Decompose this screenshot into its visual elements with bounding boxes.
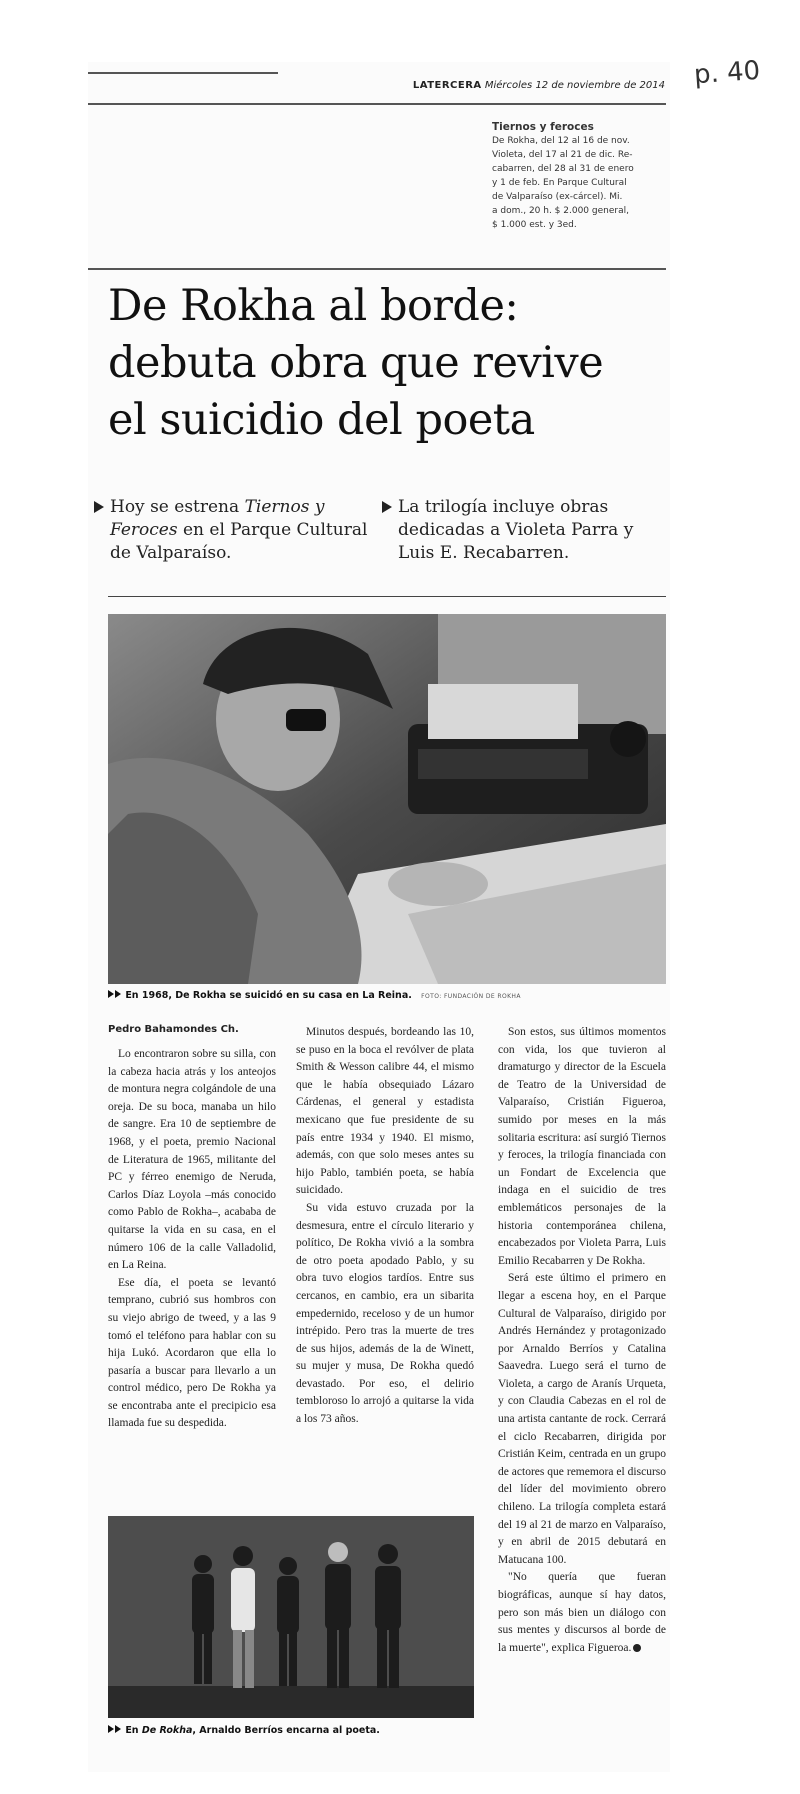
photo1-credit: FOTO: FUNDACIÓN DE ROKHA <box>421 993 521 1000</box>
headline-line: debuta obra que revive <box>108 338 604 388</box>
body-column-1 <box>108 1046 276 1433</box>
cast-photo-image <box>108 1516 474 1718</box>
closing-quote: "No quería que fueran biográficas, aunque sí hay datos, pero son más bien un diálogo con sus mentes y discursos al borde de la muerte", explica Figueroa. <box>498 1571 666 1654</box>
deck-rule <box>108 596 666 597</box>
photo2-caption-title: De Rokha <box>141 1725 193 1736</box>
body-paragraph <box>498 1569 666 1657</box>
deck-left <box>110 496 378 565</box>
top-rule-short <box>88 72 278 74</box>
event-info-line: de Valparaíso (ex-cárcel). Mi. <box>492 192 623 202</box>
caption-arrow-icon <box>108 1725 114 1733</box>
body-column-3 <box>498 1024 666 1657</box>
event-info-box <box>492 120 664 232</box>
deck-right-text: La trilogía incluye obras dedicadas a Violeta Parra y Luis E. Recabarren. <box>398 497 634 563</box>
body-paragraph: Minutos después, bordeando las 10, se puso en la boca el revólver de plata Smith & Wesson calibre 44, el mismo que le había obsequiado Lázaro Cárdenas, el general y estadista mexicano que fue presidente de su país entre 1934 y 1940. El mismo, además, con que solo meses antes su hijo Pablo, también poeta, se había suicidado. <box>296 1026 474 1197</box>
byline: Pedro Bahamondes Ch. <box>108 1024 239 1035</box>
deck-left-title: Tiernos y Feroces <box>110 497 325 540</box>
headline-rule <box>88 268 666 270</box>
end-mark-icon <box>633 1644 641 1652</box>
event-info-line: a dom., 20 h. $ 2.000 general, <box>492 206 629 216</box>
body-paragraph: Será este último el primero en llegar a escena hoy, en el Parque Cultural de Valparaíso, dirigido por Andrés Hernández y protagonizado por Arnaldo Berríos y Catalina Saavedra. Luego será el turno de Violeta, a cargo de Aranís Urqueta, y con Claudia Cabezas en el rol de una artista cantante de rock. Cerrará el ciclo Recabarren, dirigida por Cristián Keim, centrada en un grupo de actores que rememora el discurso del líder del movimiento obrero chileno. La trilogía completa estará del 19 al 21 de marzo en Valparaíso, y en abril de 2015 debutará en Matucana 100. <box>498 1272 666 1566</box>
deck-right <box>398 496 670 565</box>
event-info-line: cabarren, del 28 al 31 de enero <box>492 164 634 174</box>
caption-arrow-icon <box>115 990 121 998</box>
headline-line: el suicidio del poeta <box>108 395 535 445</box>
photo1-caption <box>108 990 521 1001</box>
event-info-line: Violeta, del 17 al 21 de dic. Re- <box>492 150 633 160</box>
deck-left-pre: Hoy se estrena <box>110 497 245 517</box>
headline <box>108 278 668 449</box>
event-info-line: y 1 de feb. En Parque Cultural <box>492 178 627 188</box>
top-rule <box>88 103 666 105</box>
event-info-title: Tiernos y feroces <box>492 121 594 133</box>
photo2-caption-post: , Arnaldo Berríos encarna al poeta. <box>192 1725 380 1736</box>
cast-photo <box>108 1516 474 1718</box>
body-paragraph: Lo encontraron sobre su silla, con la cabeza hacia atrás y los anteojos de montura negra colgándole de una oreja. De su boca, manaba un hilo de sangre. Era 10 de septiembre de 1968, y el poeta, premio Nacional de Literatura de 1965, militante del PC y férreo enemigo de Neruda, Carlos Díaz Loyola –más conocido como Pablo de Rokha–, acababa de quitarse la vida en su casa, en el número 106 de la calle Valladolid, en La Reina. <box>108 1048 276 1272</box>
poet-photo-image <box>108 614 666 984</box>
date: Miércoles 12 de noviembre de 2014 <box>484 80 665 91</box>
deck-left-post: en el Parque Cultural de Valparaíso. <box>110 520 368 563</box>
photo2-caption-pre: En <box>125 1725 142 1736</box>
photo1-caption-text: En 1968, De Rokha se suicidó en su casa en La Reina. <box>125 990 412 1001</box>
bullet-arrow-icon <box>94 501 104 513</box>
body-paragraph: Su vida estuvo cruzada por la desmesura, entre el círculo literario y político, De Rokha vivió a la sombra de otro poeta apodado Pablo, y su obra tuvo elogios tardíos. Entre sus cercanos, en cambio, era un sibarita empedernido, receloso y de un humor intrépido. Pero tras la muerte de tres de sus hijos, además de la de Winett, su mujer y musa, De Rokha quedó devastado. Por eso, el delirio tembloroso lo arrojó a quitarse la vida a los 73 años. <box>296 1201 474 1426</box>
headline-line: De Rokha al borde: <box>108 281 519 331</box>
body-paragraph: Son estos, sus últimos momentos con vida, los que tuvieron al dramaturgo y director de la Escuela de Teatro de la Universidad de Valparaíso, Cristián Figueroa, sumido por meses en la más solitaria escritura: así surgió Tiernos y feroces, la trilogía financiada con un Fondart de Excelencia que indaga en el suicidio de tres emblemáticos personajes de la historia contemporánea chilena, encabezados por Violeta Parra, Luis Emilio Recabarren y De Rokha. <box>498 1026 666 1267</box>
body-paragraph: Ese día, el poeta se levantó temprano, cubrió sus hombros con su viejo abrigo de tweed, y a las 9 tomó el teléfono para hablar con su hija Lukó. Acordaron que ella lo pasaría a buscar para llevarlo a un control médico, pero De Rokha ya se encontraba ante el precipicio esa llamada fue su despedida. <box>108 1276 276 1430</box>
caption-arrow-icon <box>115 1725 121 1733</box>
bullet-arrow-icon <box>382 501 392 513</box>
brand: LATERCERA <box>412 80 482 91</box>
body-column-2 <box>296 1024 474 1429</box>
event-info-line: $ 1.000 est. y 3ed. <box>492 220 577 230</box>
dateline <box>413 80 665 91</box>
poet-photo <box>108 614 666 984</box>
photo2-caption <box>108 1725 380 1736</box>
page-annotation: p. 40 <box>693 55 762 91</box>
caption-arrow-icon <box>108 990 114 998</box>
event-info-line: De Rokha, del 12 al 16 de nov. <box>492 136 630 146</box>
